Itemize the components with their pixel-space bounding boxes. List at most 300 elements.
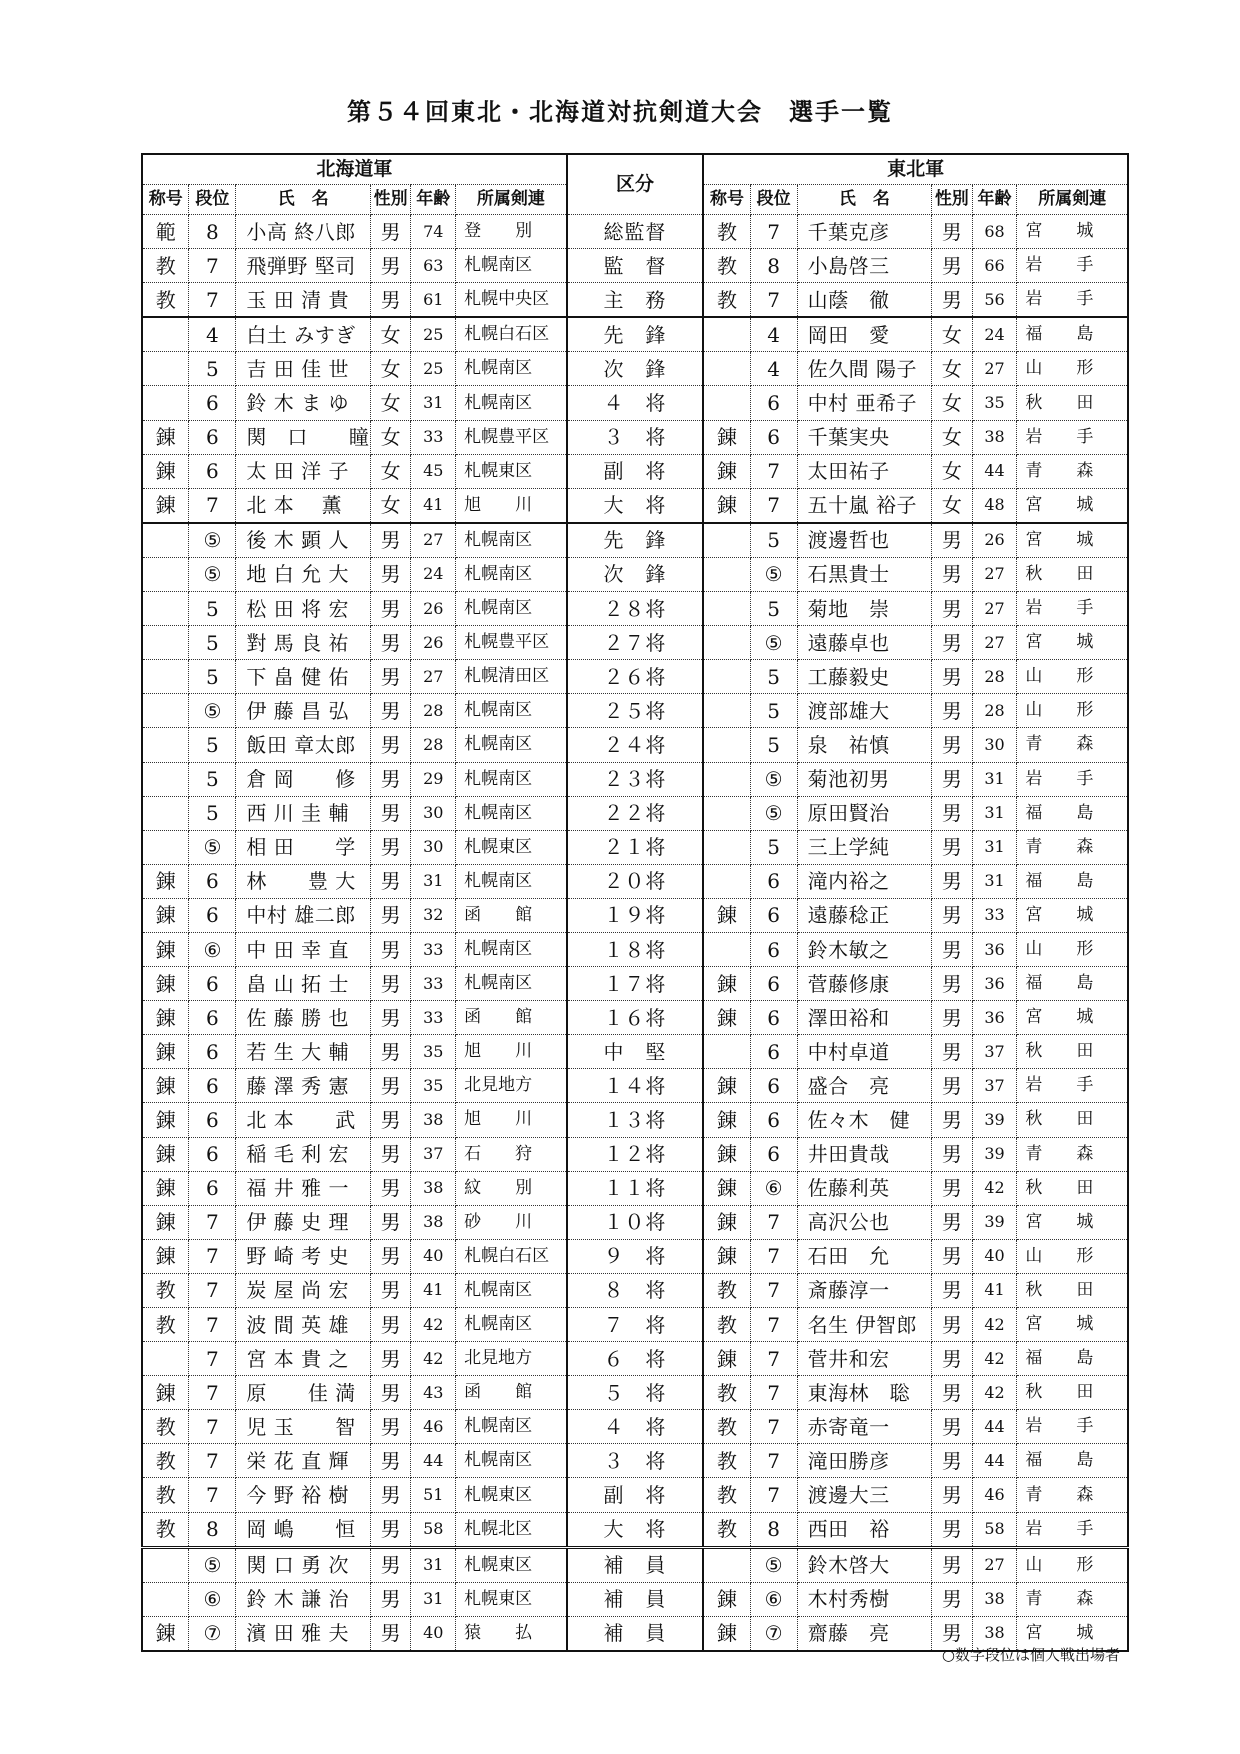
tohoku-title-cell: 錬 — [703, 488, 750, 523]
hokkaido-dan-cell: 7 — [189, 1239, 236, 1273]
tohoku-sex-cell: 男 — [932, 283, 973, 318]
hokkaido-name-cell: 炭 屋 尚 宏 — [236, 1273, 370, 1307]
tohoku-sex-cell: 男 — [932, 1001, 973, 1035]
tohoku-title-cell: 錬 — [703, 1582, 750, 1616]
tohoku-name-cell: 斎藤淳一 — [797, 1273, 931, 1307]
hokkaido-sex-cell: 女 — [370, 352, 411, 386]
table-row — [142, 557, 1128, 591]
table-row — [142, 352, 1128, 386]
hokkaido-name-cell: 中 田 幸 直 — [236, 932, 370, 966]
tohoku-name-cell: 菊池初男 — [797, 762, 931, 796]
tohoku-name-cell: 岡田 愛 — [797, 317, 931, 352]
hokkaido-name-cell: 伊 藤 昌 弘 — [236, 694, 370, 728]
hokkaido-title-cell: 教 — [142, 1512, 189, 1547]
hokkaido-title-cell — [142, 1342, 189, 1376]
col-age-header: 年齢 — [411, 185, 456, 215]
tohoku-sex-cell: 男 — [932, 864, 973, 898]
tohoku-sex-cell: 男 — [932, 592, 973, 626]
tohoku-sex-cell: 男 — [932, 523, 973, 558]
tohoku-club-cell: 宮 城 — [1017, 1616, 1128, 1651]
tohoku-sex-cell: 女 — [932, 454, 973, 488]
tohoku-sex-cell: 男 — [932, 1137, 973, 1171]
tohoku-dan-cell: 6 — [750, 386, 797, 420]
tohoku-title-cell: 錬 — [703, 1171, 750, 1205]
hokkaido-title-cell: 錬 — [142, 1069, 189, 1103]
hokkaido-title-cell: 錬 — [142, 864, 189, 898]
kubun-cell: 先 鋒 — [567, 317, 704, 352]
table-row — [142, 1547, 1128, 1582]
kubun-cell: ５ 将 — [567, 1376, 704, 1410]
hokkaido-title-cell: 範 — [142, 215, 189, 249]
kubun-cell: 副 将 — [567, 454, 704, 488]
tohoku-title-cell — [703, 352, 750, 386]
hokkaido-age-cell: 28 — [411, 728, 456, 762]
tohoku-name-cell: 工藤毅史 — [797, 660, 931, 694]
tohoku-age-cell: 26 — [972, 523, 1017, 558]
hokkaido-age-cell: 38 — [411, 1103, 456, 1137]
hokkaido-age-cell: 33 — [411, 932, 456, 966]
hokkaido-club-cell: 旭 川 — [456, 1035, 567, 1069]
hokkaido-sex-cell: 女 — [370, 420, 411, 454]
tohoku-sex-cell: 男 — [932, 1273, 973, 1307]
tohoku-dan-cell: 7 — [750, 1205, 797, 1239]
tohoku-age-cell: 27 — [972, 626, 1017, 660]
hokkaido-club-cell: 札幌南区 — [456, 932, 567, 966]
tohoku-dan-cell: ⑤ — [750, 557, 797, 591]
hokkaido-name-cell: 福 井 雅 一 — [236, 1171, 370, 1205]
kubun-cell: ２２将 — [567, 796, 704, 830]
hokkaido-name-cell: 倉 岡 修 — [236, 762, 370, 796]
tohoku-sex-cell: 男 — [932, 1547, 973, 1582]
tohoku-sex-cell: 男 — [932, 728, 973, 762]
hokkaido-club-cell: 札幌南区 — [456, 967, 567, 1001]
tohoku-dan-cell: ⑤ — [750, 626, 797, 660]
hokkaido-name-cell: 林 豊 大 — [236, 864, 370, 898]
tohoku-dan-cell: 6 — [750, 1137, 797, 1171]
hokkaido-dan-cell: 6 — [189, 1001, 236, 1035]
tohoku-title-cell — [703, 557, 750, 591]
hokkaido-dan-cell: 6 — [189, 386, 236, 420]
kubun-cell: 副 将 — [567, 1478, 704, 1512]
tohoku-title-cell: 錬 — [703, 454, 750, 488]
tohoku-title-cell — [703, 592, 750, 626]
kubun-cell: 大 将 — [567, 488, 704, 523]
kubun-cell: １１将 — [567, 1171, 704, 1205]
hokkaido-name-cell: 鈴 木 ま ゆ — [236, 386, 370, 420]
tohoku-title-cell: 錬 — [703, 1342, 750, 1376]
hokkaido-title-cell: 錬 — [142, 488, 189, 523]
tohoku-title-cell: 錬 — [703, 1069, 750, 1103]
hokkaido-title-cell — [142, 1547, 189, 1582]
hokkaido-title-cell: 教 — [142, 1444, 189, 1478]
tohoku-title-cell: 教 — [703, 1410, 750, 1444]
table-row — [142, 932, 1128, 966]
tohoku-name-cell: 中村卓道 — [797, 1035, 931, 1069]
tohoku-age-cell: 56 — [972, 283, 1017, 318]
hokkaido-sex-cell: 男 — [370, 1239, 411, 1273]
hokkaido-sex-cell: 女 — [370, 454, 411, 488]
tohoku-title-cell: 教 — [703, 1478, 750, 1512]
hokkaido-title-cell — [142, 728, 189, 762]
hokkaido-dan-cell: 7 — [189, 1478, 236, 1512]
kubun-cell: ３ 将 — [567, 420, 704, 454]
table-row — [142, 454, 1128, 488]
hokkaido-club-cell: 札幌東区 — [456, 1478, 567, 1512]
hokkaido-name-cell: 関 口 瞳 — [236, 420, 370, 454]
hokkaido-title-cell: 錬 — [142, 1103, 189, 1137]
table-row — [142, 1512, 1128, 1547]
hokkaido-dan-cell: ⑤ — [189, 557, 236, 591]
hokkaido-age-cell: 38 — [411, 1205, 456, 1239]
tohoku-club-cell: 岩 手 — [1017, 762, 1128, 796]
tohoku-name-cell: 渡邊大三 — [797, 1478, 931, 1512]
hokkaido-age-cell: 41 — [411, 488, 456, 523]
tohoku-sex-cell: 女 — [932, 317, 973, 352]
tohoku-name-cell: 名生 伊智郎 — [797, 1308, 931, 1342]
tohoku-sex-cell: 男 — [932, 1069, 973, 1103]
tohoku-name-cell: 菅井和宏 — [797, 1342, 931, 1376]
tohoku-dan-cell: 7 — [750, 1376, 797, 1410]
hokkaido-title-cell — [142, 626, 189, 660]
tohoku-name-cell: 千葉実央 — [797, 420, 931, 454]
tohoku-dan-cell: 7 — [750, 1444, 797, 1478]
hokkaido-club-cell: 札幌清田区 — [456, 660, 567, 694]
hokkaido-club-cell: 札幌東区 — [456, 1547, 567, 1582]
hokkaido-name-cell: 栄 花 直 輝 — [236, 1444, 370, 1478]
tohoku-dan-cell: 4 — [750, 352, 797, 386]
tohoku-sex-cell: 男 — [932, 1035, 973, 1069]
hokkaido-title-cell: 錬 — [142, 1001, 189, 1035]
hokkaido-age-cell: 44 — [411, 1444, 456, 1478]
hokkaido-dan-cell: 6 — [189, 864, 236, 898]
table-row — [142, 762, 1128, 796]
hokkaido-title-cell: 錬 — [142, 898, 189, 932]
tohoku-club-cell: 宮 城 — [1017, 1001, 1128, 1035]
kubun-cell: ３ 将 — [567, 1444, 704, 1478]
tohoku-sex-cell: 男 — [932, 557, 973, 591]
hokkaido-club-cell: 北見地方 — [456, 1342, 567, 1376]
tohoku-dan-cell: 5 — [750, 728, 797, 762]
col-dan-header: 段位 — [189, 185, 236, 215]
tohoku-age-cell: 28 — [972, 660, 1017, 694]
hokkaido-title-cell: 錬 — [142, 1239, 189, 1273]
hokkaido-sex-cell: 男 — [370, 283, 411, 318]
table-row — [142, 1103, 1128, 1137]
tohoku-club-cell: 宮 城 — [1017, 626, 1128, 660]
hokkaido-age-cell: 32 — [411, 898, 456, 932]
tohoku-age-cell: 30 — [972, 728, 1017, 762]
kubun-cell: １２将 — [567, 1137, 704, 1171]
hokkaido-age-cell: 37 — [411, 1137, 456, 1171]
hokkaido-dan-cell: 5 — [189, 352, 236, 386]
hokkaido-name-cell: 野 崎 考 史 — [236, 1239, 370, 1273]
tohoku-age-cell: 46 — [972, 1478, 1017, 1512]
hokkaido-dan-cell: 6 — [189, 1103, 236, 1137]
tohoku-age-cell: 37 — [972, 1069, 1017, 1103]
tohoku-name-cell: 佐藤利英 — [797, 1171, 931, 1205]
hokkaido-club-cell: 砂 川 — [456, 1205, 567, 1239]
tohoku-dan-cell: 6 — [750, 420, 797, 454]
hokkaido-dan-cell: 6 — [189, 1069, 236, 1103]
kubun-cell: 補 員 — [567, 1616, 704, 1651]
hokkaido-dan-cell: 6 — [189, 967, 236, 1001]
tohoku-sex-cell: 男 — [932, 249, 973, 283]
tohoku-dan-cell: 7 — [750, 1410, 797, 1444]
table-row — [142, 1069, 1128, 1103]
hokkaido-age-cell: 58 — [411, 1512, 456, 1547]
hokkaido-name-cell: 濱 田 雅 夫 — [236, 1616, 370, 1651]
hokkaido-sex-cell: 男 — [370, 1273, 411, 1307]
tohoku-club-cell: 秋 田 — [1017, 1376, 1128, 1410]
tohoku-club-cell: 宮 城 — [1017, 1205, 1128, 1239]
tohoku-title-cell: 錬 — [703, 1001, 750, 1035]
hokkaido-sex-cell: 男 — [370, 1444, 411, 1478]
hokkaido-club-cell: 北見地方 — [456, 1069, 567, 1103]
tohoku-name-cell: 木村秀樹 — [797, 1582, 931, 1616]
tohoku-team-header: 東北軍 — [703, 154, 1128, 185]
hokkaido-name-cell: 藤 澤 秀 憲 — [236, 1069, 370, 1103]
kubun-cell: 次 鋒 — [567, 557, 704, 591]
tohoku-sex-cell: 女 — [932, 488, 973, 523]
tohoku-club-cell: 山 形 — [1017, 694, 1128, 728]
tohoku-club-cell: 福 島 — [1017, 864, 1128, 898]
hokkaido-dan-cell: 6 — [189, 1137, 236, 1171]
tohoku-age-cell: 39 — [972, 1103, 1017, 1137]
tohoku-age-cell: 38 — [972, 1616, 1017, 1651]
hokkaido-dan-cell: 5 — [189, 660, 236, 694]
hokkaido-sex-cell: 男 — [370, 728, 411, 762]
tohoku-dan-cell: 6 — [750, 1069, 797, 1103]
tohoku-age-cell: 42 — [972, 1342, 1017, 1376]
tohoku-name-cell: 盛合 亮 — [797, 1069, 931, 1103]
hokkaido-dan-cell: ⑥ — [189, 1582, 236, 1616]
tohoku-club-cell: 秋 田 — [1017, 557, 1128, 591]
hokkaido-name-cell: 太 田 洋 子 — [236, 454, 370, 488]
col-title-header: 称号 — [703, 185, 750, 215]
tohoku-name-cell: 菊地 崇 — [797, 592, 931, 626]
kubun-cell: １８将 — [567, 932, 704, 966]
tohoku-club-cell: 青 森 — [1017, 1137, 1128, 1171]
table-row — [142, 283, 1128, 318]
hokkaido-sex-cell: 男 — [370, 1103, 411, 1137]
hokkaido-sex-cell: 男 — [370, 1478, 411, 1512]
tohoku-dan-cell: ⑥ — [750, 1171, 797, 1205]
hokkaido-club-cell: 札幌北区 — [456, 1512, 567, 1547]
kubun-cell: ２６将 — [567, 660, 704, 694]
hokkaido-age-cell: 33 — [411, 1001, 456, 1035]
hokkaido-dan-cell: ⑤ — [189, 523, 236, 558]
hokkaido-dan-cell: 5 — [189, 592, 236, 626]
tohoku-sex-cell: 男 — [932, 932, 973, 966]
table-row — [142, 967, 1128, 1001]
hokkaido-sex-cell: 男 — [370, 1137, 411, 1171]
hokkaido-sex-cell: 女 — [370, 317, 411, 352]
tohoku-sex-cell: 男 — [932, 626, 973, 660]
tohoku-age-cell: 31 — [972, 830, 1017, 864]
tohoku-dan-cell: 5 — [750, 523, 797, 558]
tohoku-dan-cell: ⑤ — [750, 1547, 797, 1582]
hokkaido-name-cell: 稲 毛 利 宏 — [236, 1137, 370, 1171]
tohoku-dan-cell: ⑤ — [750, 796, 797, 830]
hokkaido-title-cell: 教 — [142, 1308, 189, 1342]
tohoku-sex-cell: 男 — [932, 1239, 973, 1273]
tohoku-title-cell — [703, 386, 750, 420]
hokkaido-dan-cell: 6 — [189, 1171, 236, 1205]
kubun-cell: １４将 — [567, 1069, 704, 1103]
tohoku-dan-cell: 6 — [750, 1103, 797, 1137]
tohoku-club-cell: 岩 手 — [1017, 1512, 1128, 1547]
hokkaido-age-cell: 29 — [411, 762, 456, 796]
hokkaido-club-cell: 登 別 — [456, 215, 567, 249]
table-row — [142, 1035, 1128, 1069]
tohoku-club-cell: 岩 手 — [1017, 592, 1128, 626]
hokkaido-sex-cell: 男 — [370, 1308, 411, 1342]
hokkaido-age-cell: 30 — [411, 830, 456, 864]
tohoku-club-cell: 岩 手 — [1017, 249, 1128, 283]
hokkaido-sex-cell: 男 — [370, 1582, 411, 1616]
tohoku-sex-cell: 男 — [932, 762, 973, 796]
tohoku-club-cell: 青 森 — [1017, 830, 1128, 864]
tohoku-sex-cell: 男 — [932, 967, 973, 1001]
hokkaido-dan-cell: 7 — [189, 1273, 236, 1307]
tohoku-club-cell: 岩 手 — [1017, 283, 1128, 318]
hokkaido-age-cell: 25 — [411, 317, 456, 352]
tohoku-club-cell: 宮 城 — [1017, 215, 1128, 249]
hokkaido-title-cell: 錬 — [142, 967, 189, 1001]
tohoku-dan-cell: 7 — [750, 454, 797, 488]
table-row — [142, 317, 1128, 352]
tohoku-club-cell: 山 形 — [1017, 352, 1128, 386]
tohoku-sex-cell: 男 — [932, 1342, 973, 1376]
tohoku-dan-cell: 7 — [750, 1308, 797, 1342]
tohoku-age-cell: 31 — [972, 796, 1017, 830]
hokkaido-age-cell: 40 — [411, 1239, 456, 1273]
tohoku-age-cell: 41 — [972, 1273, 1017, 1307]
hokkaido-club-cell: 札幌南区 — [456, 796, 567, 830]
page-title: 第５４回東北・北海道対抗剣道大会 選手一覧 — [347, 98, 893, 126]
tohoku-age-cell: 36 — [972, 967, 1017, 1001]
tohoku-sex-cell: 男 — [932, 1582, 973, 1616]
tohoku-name-cell: 東海林 聡 — [797, 1376, 931, 1410]
hokkaido-club-cell: 札幌南区 — [456, 386, 567, 420]
tohoku-dan-cell: 7 — [750, 1273, 797, 1307]
hokkaido-age-cell: 42 — [411, 1342, 456, 1376]
hokkaido-team-header: 北海道軍 — [142, 154, 567, 185]
tohoku-title-cell: 錬 — [703, 1239, 750, 1273]
hokkaido-dan-cell: 6 — [189, 454, 236, 488]
table-row — [142, 1582, 1128, 1616]
kubun-cell: ８ 将 — [567, 1273, 704, 1307]
tohoku-sex-cell: 男 — [932, 1512, 973, 1547]
kubun-cell: １９将 — [567, 898, 704, 932]
kubun-cell: ６ 将 — [567, 1342, 704, 1376]
kubun-cell: 大 将 — [567, 1512, 704, 1547]
hokkaido-dan-cell: 7 — [189, 1444, 236, 1478]
hokkaido-club-cell: 札幌東区 — [456, 454, 567, 488]
hokkaido-age-cell: 27 — [411, 660, 456, 694]
table-row — [142, 694, 1128, 728]
tohoku-title-cell: 錬 — [703, 967, 750, 1001]
kubun-cell: ２１将 — [567, 830, 704, 864]
hokkaido-sex-cell: 男 — [370, 1616, 411, 1651]
table-row — [142, 1205, 1128, 1239]
hokkaido-name-cell: 地 白 允 大 — [236, 557, 370, 591]
hokkaido-age-cell: 33 — [411, 967, 456, 1001]
tohoku-club-cell: 青 森 — [1017, 454, 1128, 488]
col-sex-header: 性別 — [932, 185, 973, 215]
tohoku-name-cell: 西田 裕 — [797, 1512, 931, 1547]
hokkaido-sex-cell: 男 — [370, 830, 411, 864]
tohoku-age-cell: 66 — [972, 249, 1017, 283]
hokkaido-club-cell: 札幌豊平区 — [456, 420, 567, 454]
tohoku-sex-cell: 男 — [932, 796, 973, 830]
tohoku-dan-cell: 7 — [750, 1342, 797, 1376]
hokkaido-sex-cell: 男 — [370, 796, 411, 830]
tohoku-dan-cell: 6 — [750, 898, 797, 932]
tohoku-title-cell: 錬 — [703, 1137, 750, 1171]
tohoku-age-cell: 33 — [972, 898, 1017, 932]
hokkaido-name-cell: 對 馬 良 祐 — [236, 626, 370, 660]
hokkaido-name-cell: 飛弾野 堅司 — [236, 249, 370, 283]
hokkaido-age-cell: 26 — [411, 592, 456, 626]
hokkaido-club-cell: 函 館 — [456, 1001, 567, 1035]
tohoku-club-cell: 秋 田 — [1017, 1035, 1128, 1069]
kubun-cell: ２８将 — [567, 592, 704, 626]
hokkaido-dan-cell: 6 — [189, 1035, 236, 1069]
hokkaido-sex-cell: 男 — [370, 626, 411, 660]
hokkaido-title-cell: 教 — [142, 249, 189, 283]
tohoku-title-cell — [703, 762, 750, 796]
hokkaido-name-cell: 中村 雄二郎 — [236, 898, 370, 932]
col-club-header: 所属剣連 — [456, 185, 567, 215]
col-club-header: 所属剣連 — [1017, 185, 1128, 215]
hokkaido-age-cell: 33 — [411, 420, 456, 454]
hokkaido-dan-cell: 7 — [189, 1308, 236, 1342]
hokkaido-title-cell — [142, 557, 189, 591]
tohoku-sex-cell: 男 — [932, 830, 973, 864]
kubun-cell: ２７将 — [567, 626, 704, 660]
hokkaido-age-cell: 26 — [411, 626, 456, 660]
table-row — [142, 864, 1128, 898]
tohoku-sex-cell: 女 — [932, 420, 973, 454]
hokkaido-name-cell: 下 畠 健 佑 — [236, 660, 370, 694]
tohoku-age-cell: 58 — [972, 1512, 1017, 1547]
hokkaido-dan-cell: 5 — [189, 796, 236, 830]
table-row — [142, 830, 1128, 864]
hokkaido-dan-cell: 5 — [189, 728, 236, 762]
footnote: ○数字段位は個人戦出場者 — [941, 1646, 1120, 1664]
hokkaido-name-cell: 北 本 武 — [236, 1103, 370, 1137]
tohoku-name-cell: 井田貴哉 — [797, 1137, 931, 1171]
table-row — [142, 420, 1128, 454]
hokkaido-name-cell: 小高 終八郎 — [236, 215, 370, 249]
hokkaido-sex-cell: 男 — [370, 967, 411, 1001]
table-row — [142, 1478, 1128, 1512]
hokkaido-club-cell: 札幌南区 — [456, 557, 567, 591]
kubun-cell: ７ 将 — [567, 1308, 704, 1342]
kubun-cell: １６将 — [567, 1001, 704, 1035]
hokkaido-club-cell: 函 館 — [456, 898, 567, 932]
tohoku-title-cell: 錬 — [703, 1616, 750, 1651]
hokkaido-title-cell — [142, 694, 189, 728]
hokkaido-sex-cell: 男 — [370, 592, 411, 626]
kubun-cell: 主 務 — [567, 283, 704, 318]
hokkaido-sex-cell: 男 — [370, 932, 411, 966]
table-row — [142, 660, 1128, 694]
tohoku-name-cell: 鈴木敏之 — [797, 932, 931, 966]
tohoku-club-cell: 山 形 — [1017, 932, 1128, 966]
tohoku-age-cell: 40 — [972, 1239, 1017, 1273]
